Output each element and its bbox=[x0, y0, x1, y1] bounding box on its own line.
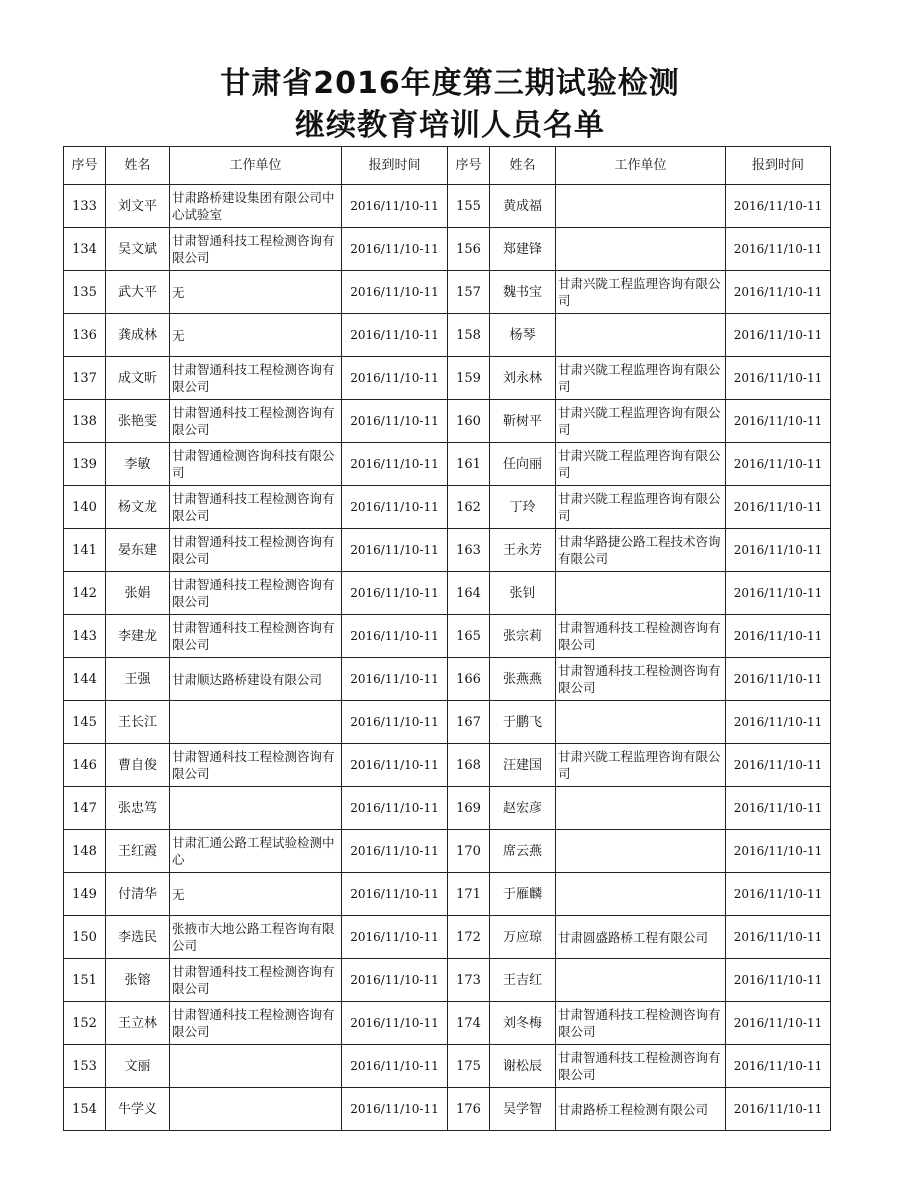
table-row bbox=[64, 271, 831, 314]
seq-right-cell: 171 bbox=[448, 873, 490, 916]
table-row bbox=[64, 357, 831, 400]
date-left-cell: 2016/11/10-11 bbox=[342, 830, 448, 873]
seq-left-cell: 147 bbox=[64, 787, 106, 830]
name-right-cell: 张宗莉 bbox=[490, 615, 556, 658]
name-left-cell: 杨文龙 bbox=[106, 486, 170, 529]
unit-right-cell bbox=[556, 185, 726, 228]
date-right-cell: 2016/11/10-11 bbox=[726, 873, 831, 916]
seq-right-cell: 168 bbox=[448, 744, 490, 787]
date-left-cell: 2016/11/10-11 bbox=[342, 400, 448, 443]
table-body bbox=[64, 185, 831, 1131]
table-row bbox=[64, 314, 831, 357]
date-right-cell: 2016/11/10-11 bbox=[726, 916, 831, 959]
date-left-cell: 2016/11/10-11 bbox=[342, 916, 448, 959]
date-left-cell: 2016/11/10-11 bbox=[342, 271, 448, 314]
seq-right-cell: 160 bbox=[448, 400, 490, 443]
unit-right-cell: 甘肃兴陇工程监理咨询有限公司 bbox=[556, 744, 726, 787]
unit-right-cell: 甘肃智通科技工程检测咨询有限公司 bbox=[556, 1002, 726, 1045]
unit-left-cell: 张掖市大地公路工程咨询有限公司 bbox=[170, 916, 342, 959]
date-right-cell: 2016/11/10-11 bbox=[726, 357, 831, 400]
table-row bbox=[64, 873, 831, 916]
unit-right-cell bbox=[556, 314, 726, 357]
unit-left-cell: 甘肃智通科技工程检测咨询有限公司 bbox=[170, 744, 342, 787]
name-left-cell: 张娟 bbox=[106, 572, 170, 615]
unit-left-cell: 甘肃智通科技工程检测咨询有限公司 bbox=[170, 357, 342, 400]
seq-left-cell: 145 bbox=[64, 701, 106, 744]
name-right-cell: 王吉红 bbox=[490, 959, 556, 1002]
seq-left-cell: 140 bbox=[64, 486, 106, 529]
table-row bbox=[64, 572, 831, 615]
name-right-cell: 丁玲 bbox=[490, 486, 556, 529]
unit-left-cell: 甘肃智通科技工程检测咨询有限公司 bbox=[170, 1002, 342, 1045]
date-left-cell: 2016/11/10-11 bbox=[342, 357, 448, 400]
date-right-cell: 2016/11/10-11 bbox=[726, 314, 831, 357]
unit-left-cell: 甘肃智通科技工程检测咨询有限公司 bbox=[170, 572, 342, 615]
unit-right-cell bbox=[556, 701, 726, 744]
name-right-cell: 席云燕 bbox=[490, 830, 556, 873]
name-left-cell: 曹自俊 bbox=[106, 744, 170, 787]
table-row bbox=[64, 787, 831, 830]
date-right-cell: 2016/11/10-11 bbox=[726, 486, 831, 529]
table-row bbox=[64, 443, 831, 486]
table-row bbox=[64, 916, 831, 959]
unit-right-cell bbox=[556, 830, 726, 873]
seq-left-cell: 151 bbox=[64, 959, 106, 1002]
name-left-cell: 晏东建 bbox=[106, 529, 170, 572]
seq-left-cell: 143 bbox=[64, 615, 106, 658]
seq-left-cell: 134 bbox=[64, 228, 106, 271]
name-right-cell: 刘冬梅 bbox=[490, 1002, 556, 1045]
name-right-cell: 王永芳 bbox=[490, 529, 556, 572]
seq-right-cell: 156 bbox=[448, 228, 490, 271]
date-right-cell: 2016/11/10-11 bbox=[726, 658, 831, 701]
unit-right-cell: 甘肃兴陇工程监理咨询有限公司 bbox=[556, 486, 726, 529]
seq-left-cell: 148 bbox=[64, 830, 106, 873]
unit-left-cell bbox=[170, 1088, 342, 1131]
seq-left-cell: 144 bbox=[64, 658, 106, 701]
header-seq-right: 序号 bbox=[448, 147, 490, 185]
seq-right-cell: 165 bbox=[448, 615, 490, 658]
document-title-line1: 甘肃省2016年度第三期试验检测 bbox=[220, 66, 680, 101]
date-right-cell: 2016/11/10-11 bbox=[726, 400, 831, 443]
table-row bbox=[64, 1002, 831, 1045]
seq-right-cell: 158 bbox=[448, 314, 490, 357]
unit-left-cell: 甘肃智通科技工程检测咨询有限公司 bbox=[170, 615, 342, 658]
date-left-cell: 2016/11/10-11 bbox=[342, 228, 448, 271]
unit-right-cell: 甘肃圆盛路桥工程有限公司 bbox=[556, 916, 726, 959]
date-right-cell: 2016/11/10-11 bbox=[726, 959, 831, 1002]
header-name-right: 姓名 bbox=[490, 147, 556, 185]
name-left-cell: 付清华 bbox=[106, 873, 170, 916]
unit-left-cell: 无 bbox=[170, 873, 342, 916]
seq-right-cell: 161 bbox=[448, 443, 490, 486]
table-row bbox=[64, 1045, 831, 1088]
name-left-cell: 李选民 bbox=[106, 916, 170, 959]
seq-left-cell: 139 bbox=[64, 443, 106, 486]
table-header-row bbox=[64, 147, 831, 185]
unit-left-cell: 甘肃智通科技工程检测咨询有限公司 bbox=[170, 400, 342, 443]
unit-left-cell: 甘肃智通科技工程检测咨询有限公司 bbox=[170, 959, 342, 1002]
date-left-cell: 2016/11/10-11 bbox=[342, 443, 448, 486]
name-right-cell: 任向丽 bbox=[490, 443, 556, 486]
unit-right-cell bbox=[556, 787, 726, 830]
unit-right-cell: 甘肃兴陇工程监理咨询有限公司 bbox=[556, 443, 726, 486]
date-right-cell: 2016/11/10-11 bbox=[726, 228, 831, 271]
name-left-cell: 李建龙 bbox=[106, 615, 170, 658]
date-left-cell: 2016/11/10-11 bbox=[342, 615, 448, 658]
seq-left-cell: 153 bbox=[64, 1045, 106, 1088]
name-right-cell: 张钊 bbox=[490, 572, 556, 615]
name-right-cell: 张燕燕 bbox=[490, 658, 556, 701]
header-date-right: 报到时间 bbox=[726, 147, 831, 185]
unit-right-cell: 甘肃智通科技工程检测咨询有限公司 bbox=[556, 615, 726, 658]
header-unit-left: 工作单位 bbox=[170, 147, 342, 185]
seq-left-cell: 141 bbox=[64, 529, 106, 572]
seq-right-cell: 167 bbox=[448, 701, 490, 744]
date-left-cell: 2016/11/10-11 bbox=[342, 486, 448, 529]
date-right-cell: 2016/11/10-11 bbox=[726, 1045, 831, 1088]
date-right-cell: 2016/11/10-11 bbox=[726, 185, 831, 228]
name-right-cell: 汪建国 bbox=[490, 744, 556, 787]
name-right-cell: 杨琴 bbox=[490, 314, 556, 357]
seq-right-cell: 163 bbox=[448, 529, 490, 572]
table-row bbox=[64, 400, 831, 443]
table-row bbox=[64, 658, 831, 701]
unit-right-cell: 甘肃华路捷公路工程技术咨询有限公司 bbox=[556, 529, 726, 572]
date-right-cell: 2016/11/10-11 bbox=[726, 443, 831, 486]
seq-right-cell: 175 bbox=[448, 1045, 490, 1088]
date-right-cell: 2016/11/10-11 bbox=[726, 1002, 831, 1045]
seq-left-cell: 138 bbox=[64, 400, 106, 443]
unit-left-cell bbox=[170, 701, 342, 744]
unit-right-cell: 甘肃兴陇工程监理咨询有限公司 bbox=[556, 400, 726, 443]
header-name-left: 姓名 bbox=[106, 147, 170, 185]
date-right-cell: 2016/11/10-11 bbox=[726, 615, 831, 658]
unit-left-cell: 甘肃顺达路桥建设有限公司 bbox=[170, 658, 342, 701]
date-right-cell: 2016/11/10-11 bbox=[726, 1088, 831, 1131]
seq-right-cell: 169 bbox=[448, 787, 490, 830]
date-left-cell: 2016/11/10-11 bbox=[342, 744, 448, 787]
date-left-cell: 2016/11/10-11 bbox=[342, 959, 448, 1002]
seq-left-cell: 137 bbox=[64, 357, 106, 400]
unit-left-cell: 甘肃汇通公路工程试验检测中心 bbox=[170, 830, 342, 873]
unit-right-cell bbox=[556, 873, 726, 916]
seq-left-cell: 135 bbox=[64, 271, 106, 314]
unit-left-cell: 无 bbox=[170, 271, 342, 314]
name-right-cell: 万应琼 bbox=[490, 916, 556, 959]
name-left-cell: 张忠笃 bbox=[106, 787, 170, 830]
name-right-cell: 于鹏飞 bbox=[490, 701, 556, 744]
name-left-cell: 李敏 bbox=[106, 443, 170, 486]
name-left-cell: 刘文平 bbox=[106, 185, 170, 228]
seq-right-cell: 176 bbox=[448, 1088, 490, 1131]
name-left-cell: 牛学义 bbox=[106, 1088, 170, 1131]
date-left-cell: 2016/11/10-11 bbox=[342, 787, 448, 830]
date-left-cell: 2016/11/10-11 bbox=[342, 572, 448, 615]
table-row bbox=[64, 701, 831, 744]
unit-right-cell bbox=[556, 228, 726, 271]
table-row bbox=[64, 529, 831, 572]
name-left-cell: 成文昕 bbox=[106, 357, 170, 400]
name-right-cell: 郑建锋 bbox=[490, 228, 556, 271]
date-right-cell: 2016/11/10-11 bbox=[726, 787, 831, 830]
seq-left-cell: 136 bbox=[64, 314, 106, 357]
seq-right-cell: 174 bbox=[448, 1002, 490, 1045]
name-right-cell: 黄成福 bbox=[490, 185, 556, 228]
unit-left-cell bbox=[170, 1045, 342, 1088]
name-right-cell: 刘永林 bbox=[490, 357, 556, 400]
unit-right-cell bbox=[556, 572, 726, 615]
date-left-cell: 2016/11/10-11 bbox=[342, 658, 448, 701]
name-left-cell: 张艳雯 bbox=[106, 400, 170, 443]
seq-left-cell: 154 bbox=[64, 1088, 106, 1131]
date-right-cell: 2016/11/10-11 bbox=[726, 701, 831, 744]
unit-left-cell: 甘肃智通科技工程检测咨询有限公司 bbox=[170, 228, 342, 271]
header-seq-left: 序号 bbox=[64, 147, 106, 185]
seq-right-cell: 155 bbox=[448, 185, 490, 228]
header-date-left: 报到时间 bbox=[342, 147, 448, 185]
name-left-cell: 王长江 bbox=[106, 701, 170, 744]
seq-left-cell: 149 bbox=[64, 873, 106, 916]
table-row bbox=[64, 1088, 831, 1131]
name-right-cell: 魏书宝 bbox=[490, 271, 556, 314]
unit-left-cell: 无 bbox=[170, 314, 342, 357]
seq-left-cell: 142 bbox=[64, 572, 106, 615]
date-right-cell: 2016/11/10-11 bbox=[726, 271, 831, 314]
name-left-cell: 武大平 bbox=[106, 271, 170, 314]
name-right-cell: 谢松辰 bbox=[490, 1045, 556, 1088]
table-row bbox=[64, 486, 831, 529]
unit-left-cell: 甘肃智通科技工程检测咨询有限公司 bbox=[170, 529, 342, 572]
unit-left-cell bbox=[170, 787, 342, 830]
table-row bbox=[64, 744, 831, 787]
trainee-table bbox=[63, 146, 831, 1131]
date-left-cell: 2016/11/10-11 bbox=[342, 529, 448, 572]
name-right-cell: 于雁麟 bbox=[490, 873, 556, 916]
name-left-cell: 王红霞 bbox=[106, 830, 170, 873]
header-unit-right: 工作单位 bbox=[556, 147, 726, 185]
unit-right-cell: 甘肃兴陇工程监理咨询有限公司 bbox=[556, 357, 726, 400]
date-left-cell: 2016/11/10-11 bbox=[342, 1002, 448, 1045]
seq-right-cell: 173 bbox=[448, 959, 490, 1002]
name-left-cell: 吴文斌 bbox=[106, 228, 170, 271]
seq-right-cell: 170 bbox=[448, 830, 490, 873]
name-left-cell: 王强 bbox=[106, 658, 170, 701]
date-right-cell: 2016/11/10-11 bbox=[726, 830, 831, 873]
seq-left-cell: 150 bbox=[64, 916, 106, 959]
name-left-cell: 龚成林 bbox=[106, 314, 170, 357]
date-left-cell: 2016/11/10-11 bbox=[342, 314, 448, 357]
seq-right-cell: 162 bbox=[448, 486, 490, 529]
seq-right-cell: 164 bbox=[448, 572, 490, 615]
date-left-cell: 2016/11/10-11 bbox=[342, 701, 448, 744]
date-right-cell: 2016/11/10-11 bbox=[726, 572, 831, 615]
unit-right-cell: 甘肃智通科技工程检测咨询有限公司 bbox=[556, 658, 726, 701]
unit-left-cell: 甘肃智通科技工程检测咨询有限公司 bbox=[170, 486, 342, 529]
name-left-cell: 张镕 bbox=[106, 959, 170, 1002]
unit-right-cell: 甘肃智通科技工程检测咨询有限公司 bbox=[556, 1045, 726, 1088]
date-left-cell: 2016/11/10-11 bbox=[342, 185, 448, 228]
date-right-cell: 2016/11/10-11 bbox=[726, 529, 831, 572]
seq-left-cell: 152 bbox=[64, 1002, 106, 1045]
seq-left-cell: 133 bbox=[64, 185, 106, 228]
seq-right-cell: 172 bbox=[448, 916, 490, 959]
unit-left-cell: 甘肃智通检测咨询科技有限公司 bbox=[170, 443, 342, 486]
unit-right-cell: 甘肃兴陇工程监理咨询有限公司 bbox=[556, 271, 726, 314]
name-left-cell: 王立林 bbox=[106, 1002, 170, 1045]
unit-right-cell bbox=[556, 959, 726, 1002]
seq-right-cell: 159 bbox=[448, 357, 490, 400]
seq-right-cell: 157 bbox=[448, 271, 490, 314]
seq-left-cell: 146 bbox=[64, 744, 106, 787]
name-right-cell: 吴学智 bbox=[490, 1088, 556, 1131]
date-right-cell: 2016/11/10-11 bbox=[726, 744, 831, 787]
name-right-cell: 赵宏彦 bbox=[490, 787, 556, 830]
table-row bbox=[64, 228, 831, 271]
document-title-line2: 继续教育培训人员名单 bbox=[295, 108, 605, 143]
table-row bbox=[64, 959, 831, 1002]
name-right-cell: 靳树平 bbox=[490, 400, 556, 443]
date-left-cell: 2016/11/10-11 bbox=[342, 1045, 448, 1088]
table-row bbox=[64, 830, 831, 873]
unit-right-cell: 甘肃路桥工程检测有限公司 bbox=[556, 1088, 726, 1131]
name-left-cell: 文丽 bbox=[106, 1045, 170, 1088]
date-left-cell: 2016/11/10-11 bbox=[342, 1088, 448, 1131]
date-left-cell: 2016/11/10-11 bbox=[342, 873, 448, 916]
seq-right-cell: 166 bbox=[448, 658, 490, 701]
unit-left-cell: 甘肃路桥建设集团有限公司中心试验室 bbox=[170, 185, 342, 228]
table-row bbox=[64, 185, 831, 228]
table-row bbox=[64, 615, 831, 658]
